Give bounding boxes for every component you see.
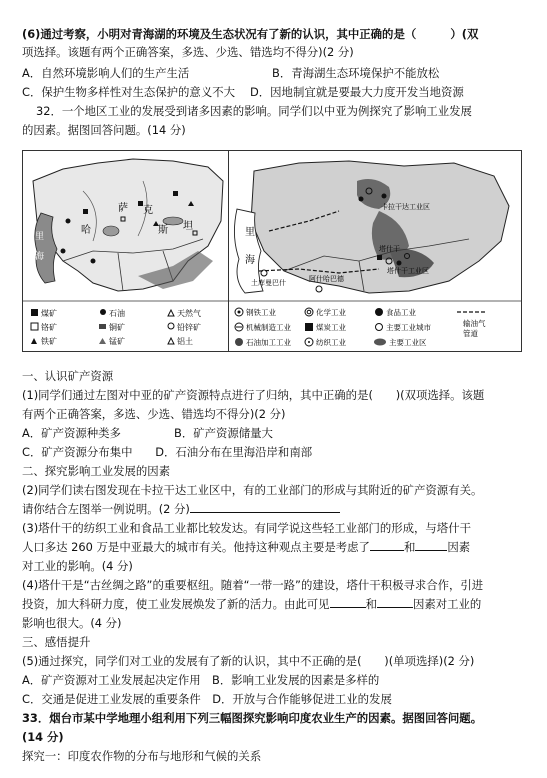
left-legend-8: 铝土 (177, 337, 193, 346)
right-legend-0: 钢铁工业 (246, 308, 276, 317)
q6-options-ab (22, 66, 529, 80)
right-legend-7: 纺织工业 (316, 338, 346, 347)
left-map-minerals (22, 150, 230, 352)
right-map-label-hai: 海 (245, 255, 255, 266)
right-map-label-tashkent-zone: 塔什干工业区 (387, 267, 429, 275)
right-legend-2: 食品工业 (386, 308, 416, 317)
q4-text-mid: 和 (365, 597, 377, 611)
left-map-label-sa: 萨 (118, 203, 128, 214)
q6-stem-line1: (6)通过考察，小明对青海湖的环境及生态状况有了新的认识，其中正确的是（ ）(双 (22, 27, 479, 41)
section-3-title: 三、感悟提升 (22, 635, 91, 649)
left-legend-6: 铁矿 (41, 337, 57, 346)
q1-stem-line1: (1)同学们通过左图对中亚的矿产资源特点进行了归纳，其中正确的是( )(双项选择。该题 (22, 388, 485, 402)
q33-stem-line1: 33．烟台市某中学地理小组利用下列三幅图探究影响印度农业生产的因素。据图回答问题。 (22, 711, 483, 725)
left-map-label-hai: 海 (35, 252, 45, 262)
left-legend-4: 铜矿 (109, 323, 125, 332)
q1-option-a: A．矿产资源种类多 (22, 426, 121, 440)
left-map-label-ke: 克 (143, 205, 153, 216)
q4-stem-line2 (22, 597, 529, 611)
q3-text-post: 因素 (447, 540, 471, 554)
section-1-title: 一、认识矿产资源 (22, 369, 114, 383)
right-map-label-turkmenbashi: 土库曼巴什 (251, 279, 286, 287)
q1-options-ab (22, 426, 529, 440)
q2-stem-line1: (2)同学们读右图发现在卡拉干达工业区中，有的工业部门的形成与其附近的矿产资源有关。 (22, 483, 483, 497)
left-map-label-tan: 坦 (183, 221, 193, 232)
q3-text-mid: 和 (403, 540, 416, 554)
q6-option-b: B．青海湖生态环境保护不能放松 (272, 66, 440, 80)
right-legend-6: 石油加工工业 (246, 338, 291, 347)
q5-stem: (5)通过探究，同学们对工业的发展有了新的认识，其中不正确的是( )(单项选择)(2 分) (22, 654, 475, 668)
q1-options-cd: C．矿产资源分布集中 D．石油分布在里海沿岸和南部 (22, 445, 313, 459)
right-map-label-tashkent: 塔什干 (379, 245, 400, 253)
left-legend-7: 锰矿 (109, 337, 125, 346)
right-map-label-karaganda: 卡拉干达工业区 (381, 203, 430, 211)
q3-blank-1[interactable] (370, 550, 404, 551)
q3-stem-line1: (3)塔什干的纺织工业和食品工业都比较发达。有同学说这些轻工业部门的形成，与塔什干 (22, 521, 471, 535)
q32-stem-line2: 的因素。据图回答问题。(14 分) (22, 123, 186, 137)
right-legend-4: 煤炭工业 (316, 323, 346, 332)
q6-option-a: A．自然环境影响人们的生产生活 (22, 66, 190, 80)
q6-options-cd: C．保护生物多样性对生态保护的意义不大 D．因地制宜就是要最大力度开发当地资源 (22, 85, 464, 99)
right-map-label-li: 里 (245, 227, 255, 238)
q3-text-pre: 人口多达 260 万是中亚最大的城市有关。他持这种观点主要是考虑了 (22, 540, 370, 554)
q4-blank-2[interactable] (377, 607, 413, 608)
left-map-label-ha: 哈 (81, 225, 91, 236)
q33-explore-1: 探究一：印度农作物的分布与地形和气候的关系 (22, 749, 262, 763)
q4-stem-line3: 影响也很大。(4 分) (22, 616, 122, 630)
q6-stem-line2: 项选择。该题有两个正确答案，多选、少选、错选均不得分)(2 分) (22, 45, 354, 59)
right-legend-8: 主要工业区 (389, 338, 427, 347)
left-legend-1: 石油 (109, 309, 125, 318)
left-legend-3: 铬矿 (41, 323, 57, 332)
q4-text-post: 因素对工业的 (412, 597, 482, 611)
q32-stem-line1: 32．一个地区工业的发展受到诸多因素的影响。同学们以中亚为例探究了影响工业发展 (36, 104, 472, 118)
q2-answer-blank[interactable] (190, 512, 340, 513)
section-2-title: 二、探究影响工业发展的因素 (22, 464, 171, 478)
q5-options-ab: A．矿产资源对工业发展起决定作用 B．影响工业发展的因素是多样的 (22, 673, 380, 687)
q4-stem-line1: (4)塔什干是“古丝绸之路”的重要枢纽。随着“一带一路”的建设，塔什干积极寻求合作，引进 (22, 578, 484, 592)
q3-stem-line2 (22, 540, 529, 554)
q2-stem-text: 请你结合左图举一例说明。(2 分) (22, 502, 190, 516)
q4-blank-1[interactable] (330, 607, 366, 608)
right-map-industry (228, 150, 522, 352)
right-legend-3: 机械制造工业 (246, 323, 291, 332)
left-legend-2: 天然气 (177, 309, 201, 318)
left-legend-5: 铅锌矿 (177, 323, 201, 332)
left-map-label-li: 里 (35, 232, 45, 242)
right-legend-1: 化学工业 (316, 308, 346, 317)
left-map-label-si: 斯 (158, 225, 168, 236)
right-legend-pipeline: 输油气 管道 (463, 319, 486, 338)
q3-blank-2[interactable] (415, 550, 447, 551)
q3-stem-line3: 对工业的影响。(4 分) (22, 559, 133, 573)
right-legend-5: 主要工业城市 (386, 323, 431, 332)
q33-stem-line2: (14 分) (22, 730, 64, 744)
right-map-label-ashgabat: 阿什哈巴德 (309, 275, 344, 283)
q4-text-pre: 投资，加大科研力度，使工业发展焕发了新的活力。由此可见 (22, 597, 330, 611)
q1-option-b: B．矿产资源储量大 (174, 426, 273, 440)
central-asia-maps (22, 150, 522, 352)
left-legend-0: 煤矿 (41, 309, 57, 318)
q1-stem-line2: 有两个正确答案，多选、少选、错选均不得分)(2 分) (22, 407, 286, 421)
q5-options-cd: C．交通是促进工业发展的重要条件 D．开放与合作能够促进工业的发展 (22, 692, 392, 706)
q2-stem-line2 (22, 502, 529, 516)
